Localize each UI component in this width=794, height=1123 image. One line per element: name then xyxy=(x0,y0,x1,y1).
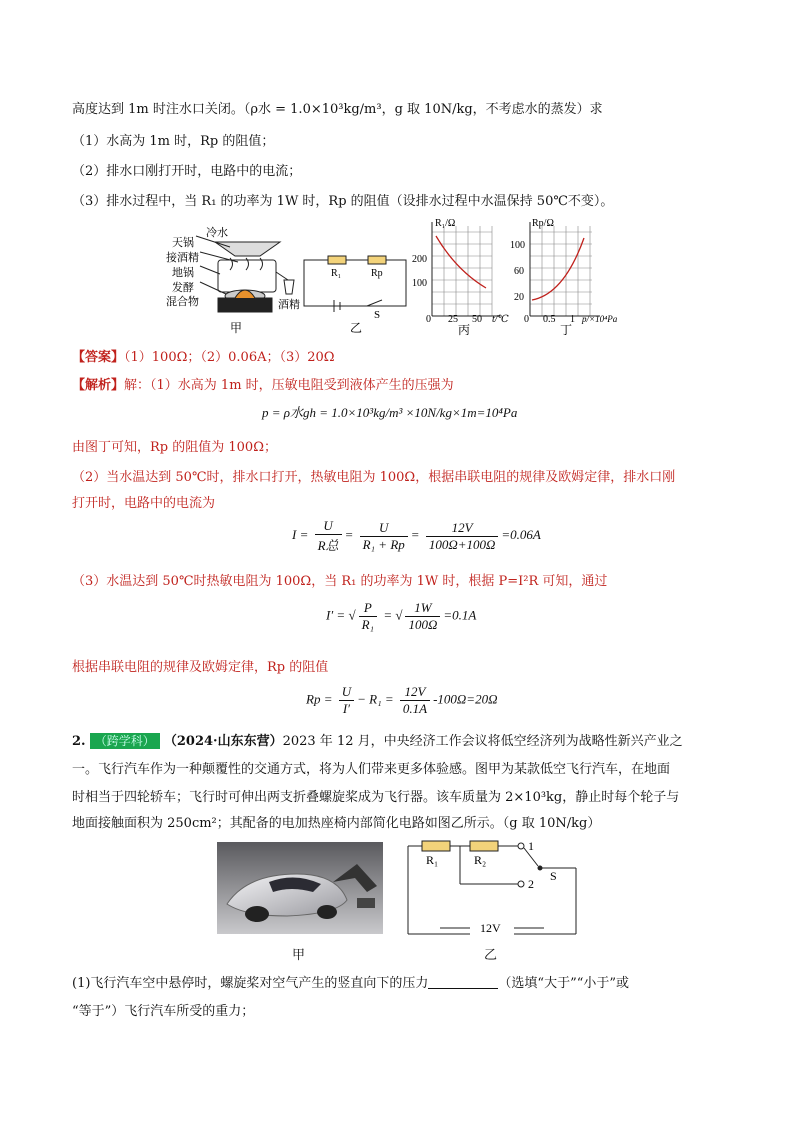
q2-sub1-line-1 xyxy=(72,972,629,991)
analysis-line-2: 由图丁可知，Rp 的阻值为 100Ω； xyxy=(72,440,277,455)
label-contact-2: 2 xyxy=(528,877,534,891)
eq2-f2-num: U xyxy=(360,520,408,537)
q2-sub1-line-2: “等于”）飞行汽车所受的重力； xyxy=(72,1004,255,1019)
eq4-mid: − R₁ = xyxy=(357,691,394,707)
q1-sub2: （2）排水口刚打开时，电路中的电流； xyxy=(72,164,302,179)
equation-rp xyxy=(306,684,497,717)
label-contact-1: 1 xyxy=(528,839,534,853)
ding-ylabel: Rp/Ω xyxy=(532,218,554,229)
eq4-frac-1 xyxy=(339,684,354,717)
bing-ylabel: R₁/Ω xyxy=(435,218,456,229)
bing-ytick-200: 200 xyxy=(412,254,427,265)
eq2-f3-den: 100Ω+100Ω xyxy=(428,536,496,552)
eq4-f2-den: 0.1A xyxy=(402,701,428,716)
eq2-frac-1 xyxy=(315,518,342,554)
q1-intro: 高度达到 1m 时注水口关闭。（ρ水 = 1.0×10³kg/m³，g 取 10N/kg，不考虑水的蒸发）求 xyxy=(72,102,603,117)
eq4-f1-num: U xyxy=(339,684,354,701)
label-r2-seat: R₂ xyxy=(474,853,487,867)
q2-text-1: 2023 年 12 月，中央经济工作会议将低空经济列为战略性新兴产业之 xyxy=(282,734,683,749)
q2-text-3: 时相当于四轮轿车；飞行时可伸出两支折叠螺旋桨成为飞行器。该车质量为 2×10³kg，静止时每个轮子与 xyxy=(72,790,680,805)
label-r1-seat: R₁ xyxy=(426,853,439,867)
label-fajiao: 发酵 xyxy=(172,282,194,294)
bing-xtick-25: 25 xyxy=(448,314,458,325)
q1-sub3: （3）排水过程中，当 R₁ 的功率为 1W 时，Rp 的阻值（设排水过程中水温保持 50℃不变）。 xyxy=(72,194,614,209)
q2-caption-yi: 乙 xyxy=(484,948,498,963)
label-hunhewu: 混合物 xyxy=(166,296,199,308)
label-switch-s-seat: S xyxy=(550,869,557,883)
bing-ytick-100: 100 xyxy=(412,278,427,289)
eq4-f1-den: I′ xyxy=(342,701,350,716)
eq3-result: =0.1A xyxy=(443,607,477,623)
q2-badge: （跨学科） xyxy=(90,733,160,749)
eq2-frac-2 xyxy=(360,520,408,553)
ding-xlabel: p/×10⁴Pa xyxy=(582,314,618,324)
eq3-frac-2 xyxy=(405,600,440,633)
eq4-lhs: Rp = xyxy=(306,691,333,707)
label-jiujing: 酒精 xyxy=(278,299,300,311)
flying-car-photo xyxy=(217,842,383,934)
eq3-frac-1 xyxy=(359,600,377,633)
analysis-tag: 【解析】 xyxy=(72,378,125,393)
bing-xtick-0: 0 xyxy=(426,314,431,325)
bing-xlabel: t/℃ xyxy=(492,314,509,325)
eq2-f3-num: 12V xyxy=(426,520,499,537)
eq2-result: =0.06A xyxy=(501,526,541,542)
q2-number: 2. xyxy=(72,734,86,749)
analysis-line-3b: 打开时，电路中的电流为 xyxy=(72,496,216,511)
q2-sub1-text-a: (1)飞行汽车空中悬停时，螺旋桨对空气产生的竖直向下的压力 xyxy=(72,976,429,991)
eq2-lhs: I = xyxy=(292,526,309,542)
q1-sub1: （1）水高为 1m 时，Rp 的阻值； xyxy=(72,134,275,149)
equation-current: I = $\frac{U}{\text{R总}}$ = $\frac{U}{\text{R₁ + Rp}}$ = $\frac{12V}{100\Omega+100\Omega}$ =0.06A xyxy=(292,518,541,553)
label-jiejiujing: 接酒精 xyxy=(166,252,199,264)
eq2-f1-den: R总 xyxy=(317,538,339,553)
caption-yi: 乙 xyxy=(350,321,363,335)
q2-source: （2024·山东东营） xyxy=(163,734,283,749)
q2-text-2: 一。飞行汽车作为一种颠覆性的交通方式，将为人们带来更多体验感。图甲为某款低空飞行汽车，在地面 xyxy=(72,762,671,777)
eq3-f2-num: 1W xyxy=(405,600,440,617)
eq3-lhs: I′ = xyxy=(326,607,346,623)
answer-blank[interactable] xyxy=(428,976,498,989)
graph-bing xyxy=(432,222,500,316)
analysis-intro-line xyxy=(72,374,454,393)
analysis-intro: 解：（1）水高为 1m 时，压敏电阻受到液体产生的压强为 xyxy=(124,378,454,393)
q2-caption-jia: 甲 xyxy=(292,948,306,963)
ding-ytick-60: 60 xyxy=(514,266,524,277)
answer-text: （1）100Ω；（2）0.06A；（3）20Ω xyxy=(124,350,335,365)
figure-1 xyxy=(160,214,650,338)
caption-bing: 丙 xyxy=(458,323,471,337)
label-r1: R₁ xyxy=(331,268,342,279)
circuit-diagram-2 xyxy=(400,836,590,940)
equation-pressure: p = ρ水gh = 1.0×10³kg/m³ ×10N/kg×1m=10⁴Pa xyxy=(262,405,518,420)
analysis-line-4: （3）水温达到 50℃时热敏电阻为 100Ω，当 R₁ 的功率为 1W 时，根据 P=I²R 可知，通过 xyxy=(72,574,608,589)
ding-xtick-1: 1 xyxy=(570,314,575,325)
q2-line-1 xyxy=(72,730,683,749)
label-voltage: 12V xyxy=(480,921,501,935)
eq2-frac-3 xyxy=(426,520,499,553)
eq4-result: -100Ω=20Ω xyxy=(433,691,498,707)
graph-ding xyxy=(530,222,600,316)
eq3-f1-num: P xyxy=(359,600,377,617)
circuit-diagram-1 xyxy=(304,256,406,312)
eq3-f2-den: 100Ω xyxy=(408,617,438,632)
answer-tag: 【答案】 xyxy=(72,350,125,365)
ding-xtick-0.5: 0.5 xyxy=(543,314,556,325)
ding-ytick-20: 20 xyxy=(514,292,524,303)
label-switch-s: S xyxy=(374,309,381,321)
caption-ding: 丁 xyxy=(560,323,573,337)
label-tianguo: 天锅 xyxy=(172,237,194,249)
equation-current-prime: I′ = √ $\frac{P}{\text{R₁}}$ = √ $\frac{1W}{100\Omega}$ =0.1A xyxy=(326,600,477,632)
answer-line xyxy=(72,346,335,365)
bing-xtick-50: 50 xyxy=(472,314,482,325)
label-diguo: 地锅 xyxy=(172,267,194,279)
analysis-line-5: 根据串联电阻的规律及欧姆定律，Rp 的阻值 xyxy=(72,660,329,675)
caption-jia: 甲 xyxy=(230,321,243,335)
eq4-f2-num: 12V xyxy=(400,684,430,701)
analysis-line-3a: （2）当水温达到 50℃时，排水口打开，热敏电阻为 100Ω，根据串联电阻的规律及欧姆定律，排水口刚 xyxy=(72,470,676,485)
eq3-f1-den: R₁ xyxy=(361,617,375,632)
q2-sub1-text-b: （选填“大于”“小于”或 xyxy=(498,976,630,991)
q2-text-4: 地面接触面积为 250cm²；其配备的电加热座椅内部简化电路如图乙所示。（g 取 10N/kg） xyxy=(72,816,601,831)
eq2-f2-den: R₁ + Rp xyxy=(362,536,405,552)
eq4-frac-2 xyxy=(400,684,430,717)
label-lengshui: 冷水 xyxy=(206,227,228,239)
eq2-f1-num: U xyxy=(315,518,342,535)
ding-ytick-100: 100 xyxy=(510,240,525,251)
label-rp: Rp xyxy=(371,268,383,279)
ding-xtick-0: 0 xyxy=(524,314,529,325)
